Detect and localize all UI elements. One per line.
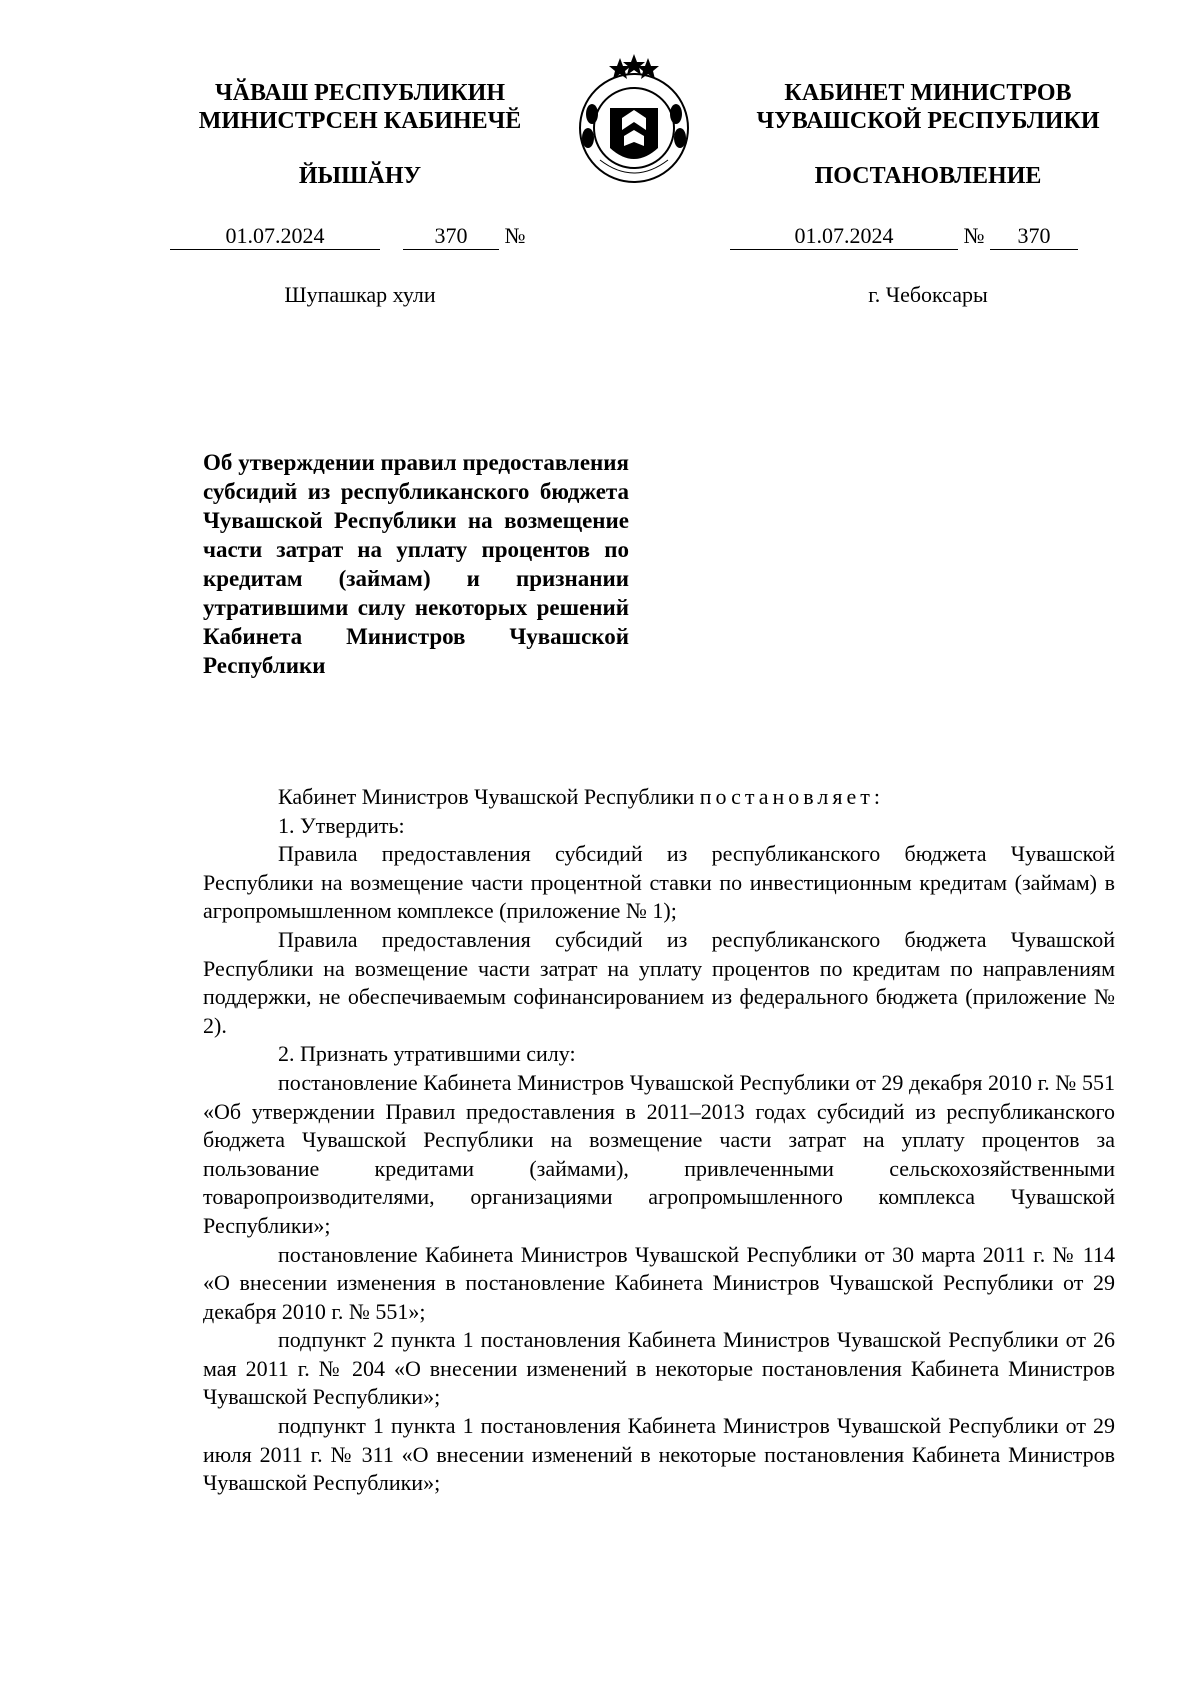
intro-text: Кабинет Министров Чувашской Республики — [278, 784, 700, 809]
paragraph-1: 1. Утвердить: — [278, 812, 405, 838]
doc-kind-chuvash: ЙЫШӐНУ — [298, 163, 422, 189]
header-right — [718, 79, 1138, 135]
header-left-line2: МИНИСТРСЕН КАБИНЕЧӖ — [198, 108, 522, 134]
number-left: 370 — [403, 223, 499, 250]
date-right: 01.07.2024 — [730, 223, 958, 250]
paragraph-2: Правила предоставления субсидий из республиканского бюджета Чувашской Республики на возмещение части процентной ставки по инвестиционным кредитам (займам) в агропромышленном комплексе (приложение № 1); — [203, 841, 1115, 924]
dateline-left — [170, 223, 526, 251]
place-russian: г. Чебоксары — [868, 282, 988, 307]
header-left-line1: ЧӐВАШ РЕСПУБЛИКИН — [215, 80, 505, 106]
paragraph-4: 2. Признать утратившими силу: — [278, 1041, 576, 1067]
document-title: Об утверждении правил предоставления субсидий из республиканского бюджета Чувашской Республики на возмещение части затрат на уплату процентов по кредитам (займам) и признании утратившими силу некоторых решений Кабинета Министров Чувашской Республики — [203, 450, 629, 678]
doc-kind-russian: ПОСТАНОВЛЕНИЕ — [814, 163, 1042, 189]
chuvash-republic-emblem-icon — [570, 52, 698, 186]
header-right-line2: ЧУВАШСКОЙ РЕСПУБЛИКИ — [756, 108, 1100, 134]
number-right: 370 — [990, 223, 1078, 250]
intro-decree-word: постановляет: — [699, 784, 884, 809]
header-right-line1: КАБИНЕТ МИНИСТРОВ — [784, 80, 1072, 106]
paragraph-5: постановление Кабинета Министров Чувашской Республики от 29 декабря 2010 г. № 551 «Об утверждении Правил предоставления в 2011–2013 годах субсидий из республиканского бюджета Чувашской Республики на возмещение части затрат на уплату процентов за пользование кредитами (займами), привлеченными сельскохозяйственными товаропроизводителями, организациями агропромышленного комплекса Чувашской Республики»; — [203, 1069, 1115, 1238]
no-sign-right: № — [963, 223, 985, 248]
no-sign-left: № — [504, 223, 526, 248]
header-left — [150, 79, 570, 135]
paragraph-3: Правила предоставления субсидий из республиканского бюджета Чувашской Республики на возмещение части затрат на уплату процентов по кредитам по направлениям поддержки, не обеспечиваемым софинансированием из федерального бюджета (приложение № 2). — [203, 926, 1115, 1038]
paragraph-8: подпункт 1 пункта 1 постановления Кабинета Министров Чувашской Республики от 29 июля 2011 г. № 311 «О внесении изменений в некоторые постановления Кабинета Министров Чувашской Республики»; — [203, 1413, 1115, 1496]
dateline-right — [730, 223, 1078, 251]
paragraph-7: подпункт 2 пункта 1 постановления Кабинета Министров Чувашской Республики от 26 мая 2011 г. № 204 «О внесении изменений в некоторые постановления Кабинета Министров Чувашской Республики»; — [203, 1327, 1115, 1410]
place-chuvash: Шупашкар хули — [284, 282, 436, 307]
date-left: 01.07.2024 — [170, 223, 380, 250]
paragraph-6: постановление Кабинета Министров Чувашской Республики от 30 марта 2011 г. № 114 «О внесении изменения в постановление Кабинета Министров Чувашской Республики от 29 декабря 2010 г. № 551»; — [203, 1241, 1115, 1324]
paragraph-intro — [203, 783, 1115, 812]
document-body — [203, 783, 1115, 1498]
